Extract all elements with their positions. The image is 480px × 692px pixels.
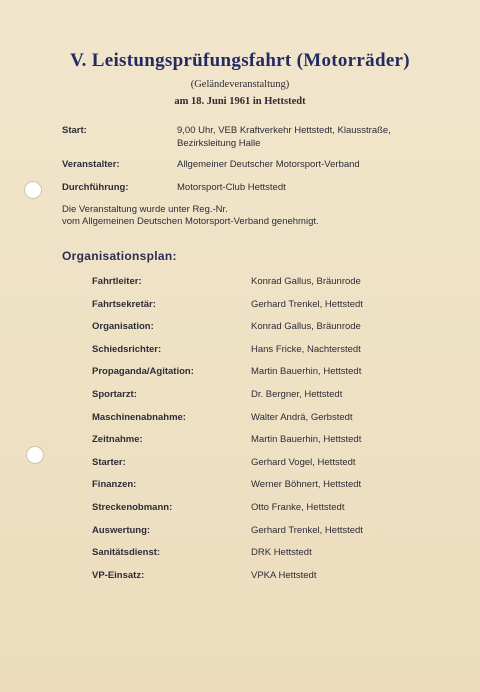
org-role: Fahrtsekretär: [92,299,156,310]
org-role: Organisation: [92,321,154,332]
start-label: Start: [62,125,87,136]
org-role: Starter: [92,457,126,468]
execution-label: Durchführung: [62,182,129,193]
org-person: Gerhard Trenkel, Hettstedt [251,299,363,310]
org-role: Propaganda/Agitation: [92,366,194,377]
org-person: Walter Andrä, Gerbstedt [251,412,353,423]
org-role: Fahrtleiter: [92,276,142,287]
document-subtitle: (Geländeveranstaltung) [190,79,290,90]
org-person: DRK Hettstedt [251,547,312,558]
org-person: Konrad Gallus, Bräunrode [251,276,361,287]
org-role: Sportarzt: [92,389,137,400]
document-title: V. Leistungsprüfungsfahrt (Motorräder) [70,50,410,71]
organizer-value: Allgemeiner Deutscher Motorsport-Verband [177,159,360,170]
org-person: Werner Böhnert, Hettstedt [251,479,362,490]
org-person: VPKA Hettstedt [251,570,317,581]
org-person: Dr. Bergner, Hettstedt [251,389,343,400]
org-role: Sanitätsdienst: [92,547,161,558]
org-role: VP-Einsatz: [92,570,145,581]
punch-hole-bottom [26,446,44,464]
org-person: Martin Bauerhin, Hettstedt [251,434,362,445]
org-role: Auswertung: [92,525,151,536]
org-person: Hans Fricke, Nachterstedt [251,344,361,355]
event-date: am 18. Juni 1961 in Hettstedt [174,96,306,107]
org-role: Finanzen: [92,479,137,490]
approval-note-line1: Die Veranstaltung wurde unter Reg.-Nr. [62,204,228,215]
execution-value: Motorsport-Club Hettstedt [177,182,286,193]
org-role: Maschinenabnahme: [92,412,186,423]
start-value-line1: 9,00 Uhr, VEB Kraftverkehr Hettstedt, Klausstraße, [177,125,391,136]
org-role: Streckenobmann: [92,502,173,513]
org-person: Gerhard Trenkel, Hettstedt [251,525,363,536]
org-person: Gerhard Vogel, Hettstedt [251,457,356,468]
organisation-heading: Organisationsplan: [62,249,177,263]
org-role: Zeitnahme: [92,434,143,445]
start-value-line2: Bezirksleitung Halle [177,138,261,149]
org-person: Martin Bauerhin, Hettstedt [251,366,362,377]
approval-note-line2: vom Allgemeinen Deutschen Motorsport-Verband genehmigt. [62,216,319,227]
punch-hole-top [24,181,42,199]
org-role: Schiedsrichter: [92,344,162,355]
org-person: Konrad Gallus, Bräunrode [251,321,361,332]
org-person: Otto Franke, Hettstedt [251,502,345,513]
organizer-label: Veranstalter: [62,159,120,170]
